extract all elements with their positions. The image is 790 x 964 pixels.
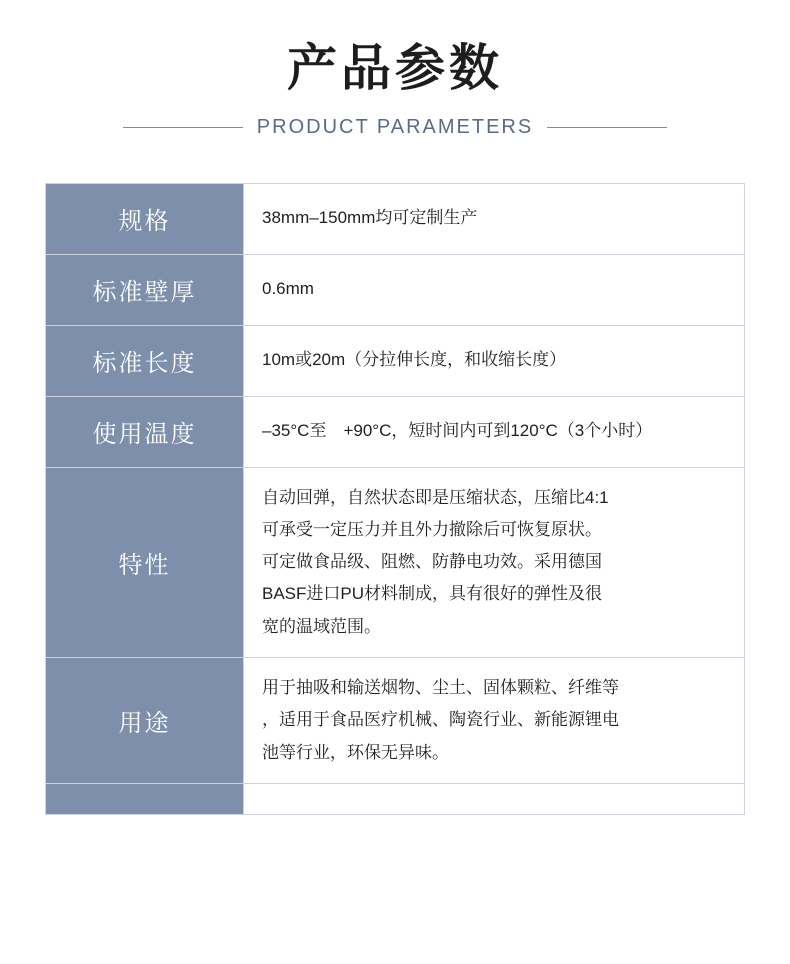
value-line: 自动回弹，自然状态即是压缩状态，压缩比4:1 [262, 487, 609, 507]
divider-right [547, 127, 667, 128]
table-row [46, 396, 745, 467]
value-line: 宽的温域范围。 [262, 616, 381, 636]
row-value-temperature [244, 396, 745, 467]
value-line: 38mm–150mm均可定制生产 [262, 208, 478, 228]
value-line: BASF进口PU材料制成，具有很好的弹性及很 [262, 584, 603, 604]
value-line: 池等行业，环保无异味。 [262, 742, 449, 762]
parameters-table [45, 183, 745, 815]
row-value-wall-thickness [244, 254, 745, 325]
table-row-spacer [46, 783, 745, 814]
page-subtitle: PRODUCT PARAMETERS [256, 115, 534, 138]
row-label-spec: 规格 [46, 183, 244, 254]
table-row [46, 467, 745, 657]
value-line: –35°C至 +90°C，短时间内可到120°C（3个小时） [262, 421, 653, 441]
row-label-usage: 用途 [46, 657, 244, 783]
row-label-length: 标准长度 [46, 325, 244, 396]
subtitle-row [0, 116, 790, 139]
value-line: 可承受一定压力并且外力撤除后可恢复原状。 [262, 519, 602, 539]
page-header [0, 0, 790, 139]
row-value-spec [244, 183, 745, 254]
parameters-table-wrap [45, 183, 745, 815]
divider-left [123, 127, 243, 128]
row-value-usage [244, 657, 745, 783]
spacer-value-cell [244, 783, 745, 814]
value-line: 10m或20m（分拉伸长度，和收缩长度） [262, 350, 567, 370]
value-line: 用于抽吸和输送烟物、尘土、固体颗粒、纤维等 [262, 677, 619, 697]
table-row [46, 254, 745, 325]
row-label-temperature: 使用温度 [46, 396, 244, 467]
row-value-length [244, 325, 745, 396]
page-title: 产品参数 [287, 40, 503, 96]
spacer-label-cell [46, 783, 244, 814]
value-line: 0.6mm [262, 279, 314, 299]
table-row [46, 657, 745, 783]
table-row [46, 183, 745, 254]
value-line: 可定做食品级、阻燃、防静电功效。采用德国 [262, 552, 602, 572]
row-label-features: 特性 [46, 467, 244, 657]
value-line: ，适用于食品医疗机械、陶瓷行业、新能源锂电 [262, 710, 619, 730]
table-row [46, 325, 745, 396]
row-value-features [244, 467, 745, 657]
row-label-wall-thickness: 标准壁厚 [46, 254, 244, 325]
